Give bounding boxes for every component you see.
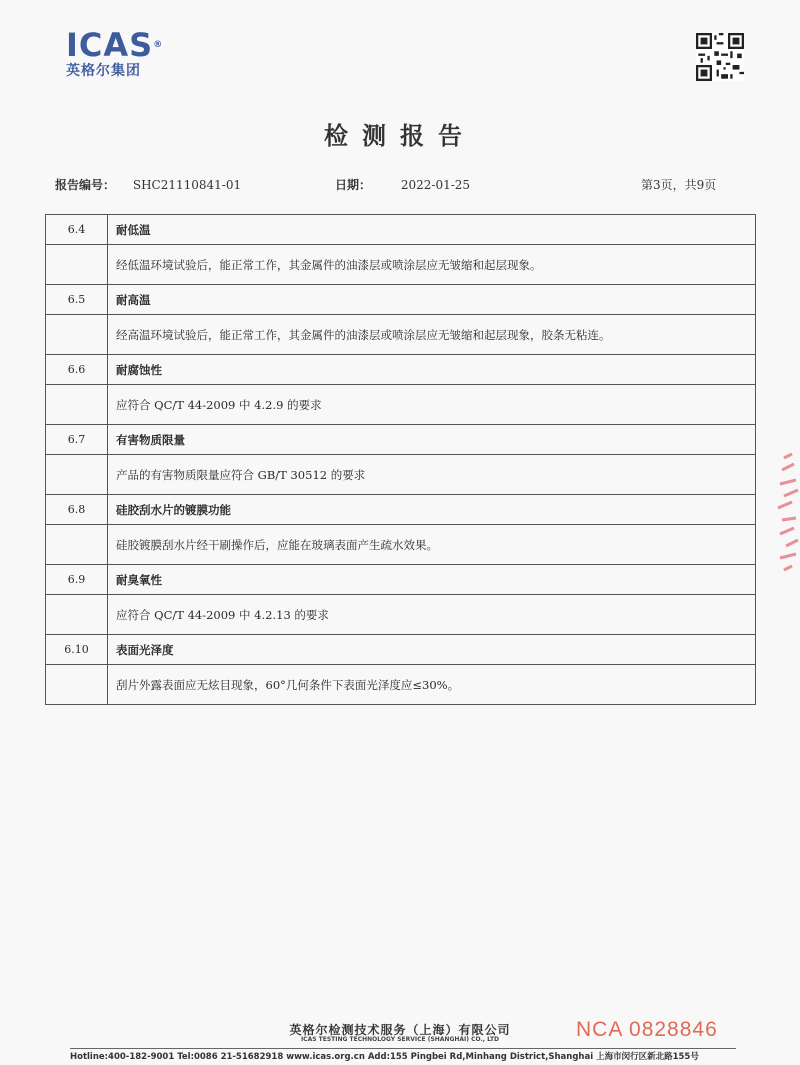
item-number-empty	[46, 315, 108, 354]
item-title: 有害物质限量	[116, 432, 185, 447]
item-title: 耐臭氧性	[116, 572, 162, 587]
item-title: 硅胶刮水片的镀膜功能	[116, 502, 231, 517]
item-number: 6.10	[46, 635, 108, 664]
logo-chinese-name: 英格尔集团	[66, 63, 141, 79]
table-row-requirement	[46, 315, 755, 355]
item-number-empty	[46, 455, 108, 494]
item-requirement: 硅胶镀膜刮水片经干刷操作后，应能在玻璃表面产生疏水效果。	[116, 537, 438, 552]
table-row-heading	[46, 635, 755, 665]
table-row-requirement	[46, 595, 755, 635]
table-row-heading	[46, 495, 755, 525]
requirements-table	[45, 214, 756, 705]
item-number: 6.9	[46, 565, 108, 594]
footer-company-en: ICAS TESTING TECHNOLOGY SERVICE (SHANGHAI) CO., LTD	[300, 1036, 500, 1043]
logo-text: ICAS	[66, 26, 154, 64]
item-number: 6.4	[46, 215, 108, 244]
item-number-empty	[46, 245, 108, 284]
item-title: 耐腐蚀性	[116, 362, 162, 377]
item-title: 耐低温	[116, 222, 151, 237]
table-row-heading	[46, 355, 755, 385]
item-number-empty	[46, 385, 108, 424]
footer-contact: Hotline:400-182-9001 Tel:0086 21-51682918 www.icas.org.cn Add:155 Pingbei Rd,Minhang District,Shanghai 上海市闵行区新北路155号	[70, 1048, 736, 1062]
item-title: 耐高温	[116, 292, 151, 307]
page-info: 第3页，共9页	[641, 178, 717, 192]
item-title: 表面光泽度	[116, 642, 174, 657]
table-row-requirement	[46, 455, 755, 495]
item-requirement: 经低温环境试验后，能正常工作，其金属件的油漆层或喷涂层应无皱缩和起层现象。	[116, 257, 542, 272]
serial-number: NCA 0828846	[576, 1018, 718, 1041]
item-requirement: 应符合 QC/T 44-2009 中 4.2.13 的要求	[116, 607, 329, 622]
item-requirement: 应符合 QC/T 44-2009 中 4.2.9 的要求	[116, 397, 322, 412]
qr-code-icon	[696, 33, 744, 81]
item-number-empty	[46, 525, 108, 564]
footer-company-cn: 英格尔检测技术服务（上海）有限公司	[289, 1023, 511, 1037]
item-number: 6.8	[46, 495, 108, 524]
item-requirement: 经高温环境试验后，能正常工作，其金属件的油漆层或喷涂层应无皱缩和起层现象，胶条无粘连。	[116, 327, 611, 342]
table-row-requirement	[46, 385, 755, 425]
report-number: 报告编号： SHC21110841-01	[55, 178, 242, 192]
item-number-empty	[46, 665, 108, 704]
item-requirement: 产品的有害物质限量应符合 GB/T 30512 的要求	[116, 467, 366, 482]
stamp-mark	[762, 450, 800, 590]
table-row-requirement	[46, 525, 755, 565]
report-title: 检测报告	[324, 121, 476, 150]
item-number: 6.5	[46, 285, 108, 314]
table-row-heading	[46, 215, 755, 245]
table-row-requirement	[46, 245, 755, 285]
table-row-heading	[46, 425, 755, 455]
report-date: 日期： 2022-01-25	[335, 178, 471, 192]
table-row-heading	[46, 565, 755, 595]
table-row-requirement	[46, 665, 755, 705]
table-row-heading	[46, 285, 755, 315]
item-number: 6.7	[46, 425, 108, 454]
item-number-empty	[46, 595, 108, 634]
item-number: 6.6	[46, 355, 108, 384]
company-logo: ICAS® 英格尔集团	[66, 28, 176, 88]
item-requirement: 刮片外露表面应无炫目现象，60°几何条件下表面光泽度应≤30%。	[116, 677, 460, 692]
